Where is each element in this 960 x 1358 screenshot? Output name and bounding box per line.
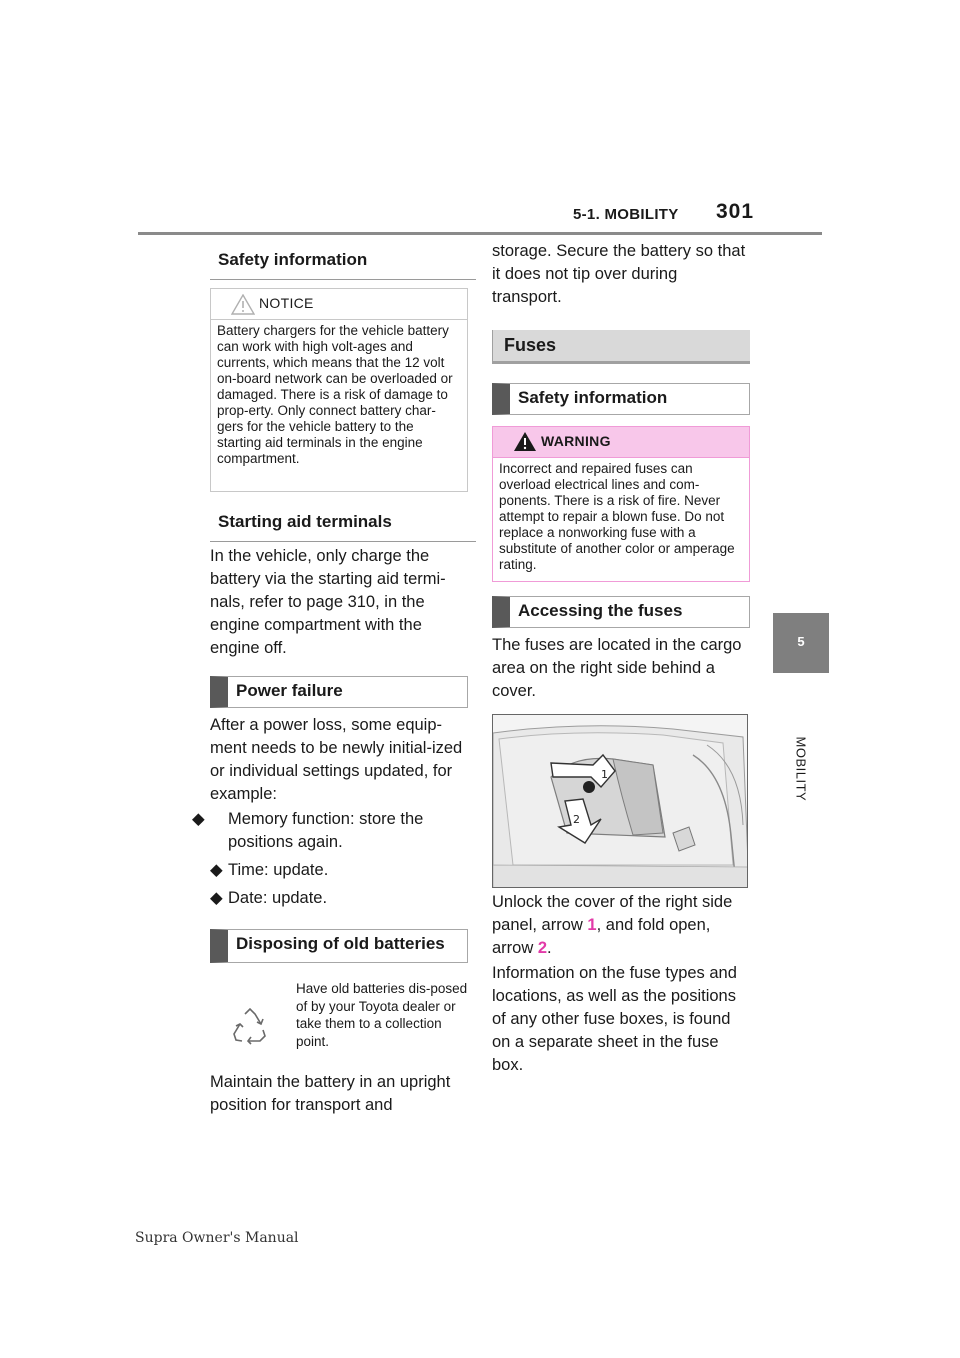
warning-header: [493, 427, 749, 458]
manual-name: Supra Owner's Manual: [135, 1230, 299, 1246]
bullet-date-text: Date: update.: [228, 889, 328, 907]
chapter-number: 5: [797, 634, 805, 649]
arrow-ref-2: 2: [537, 939, 548, 957]
continued-text: storage. Secure the battery so that it does not tip over during transport.: [492, 242, 746, 306]
notice-box: [210, 288, 468, 492]
unlock-text-mid: , and fold open, arrow: [492, 916, 711, 957]
caution-triangle-icon: [231, 294, 255, 315]
warning-title: WARNING: [541, 433, 611, 449]
accessing-text: The fuses are located in the cargo area on the right side behind a cover.: [492, 636, 742, 700]
bullet-date: [210, 887, 460, 910]
fuses-heading: Fuses: [492, 330, 750, 364]
notice-title: NOTICE: [259, 295, 314, 311]
warning-triangle-icon: [513, 431, 537, 452]
unlock-text-start: Unlock the cover of the right side panel, arrow: [492, 893, 733, 934]
fuses-safety-heading: Safety information: [492, 383, 750, 415]
cargo-area-drawing: [493, 715, 748, 888]
fuse-info-text: Information on the fuse types and locations, as well as the positions of any other fuse boxes, is found on a separate sheet in the fuse box.: [492, 964, 737, 1074]
bullet-time: [210, 859, 460, 882]
arrow-ref-1: 1: [587, 916, 597, 934]
section-title: 5-1. MOBILITY: [573, 206, 679, 223]
bullet-dot: ◆: [192, 810, 205, 828]
warning-box: [492, 426, 750, 582]
starting-aid-heading: Starting aid terminals: [210, 512, 476, 542]
unlock-paragraph: [492, 891, 750, 960]
maintain-text: Maintain the battery in an upright position for transport and: [210, 1073, 451, 1114]
bullet-dot: ◆: [210, 861, 223, 879]
power-failure-heading: Power failure: [210, 676, 468, 708]
disposing-heading: Disposing of old batteries: [210, 929, 468, 963]
recycle-icon: [230, 1006, 270, 1046]
starting-aid-text: In the vehicle, only charge the battery via the starting aid termi-nals, refer to page 310, in the engine compartment with the engine off.: [210, 547, 446, 657]
bullet-time-text: Time: update.: [228, 861, 329, 879]
bullet-memory: [192, 808, 478, 854]
chapter-label: MOBILITY: [793, 736, 809, 802]
unlock-text-end: .: [547, 939, 552, 957]
header-rule: [138, 232, 822, 235]
arrow-label-1: 1: [601, 768, 608, 781]
fuse-cover-illustration: [492, 714, 748, 888]
arrow-label-2: 2: [573, 813, 580, 826]
disposing-note: Have old batteries dis-posed of by your Toyota dealer or take them to a collection point.: [296, 981, 468, 1049]
bullet-dot: ◆: [210, 889, 223, 907]
page-number: 301: [716, 200, 755, 223]
safety-info-heading: Safety information: [210, 250, 476, 280]
bullet-memory-text: Memory function: store the positions again.: [228, 810, 424, 851]
notice-text: Battery chargers for the vehicle battery can work with high volt-ages and currents, which means that the 12 volt on-board network can be overloaded or damaged. There is a risk of damage to prop-erty. Only connect battery char-gers for the vehicle battery to the starting aid terminals in the engine compartment.: [217, 323, 453, 466]
power-failure-text: After a power loss, some equip-ment needs to be newly initial-ized or individual settings updated, for example:: [210, 716, 463, 803]
warning-text: Incorrect and repaired fuses can overload electrical lines and com-ponents. There is a risk of fire. Never attempt to repair a blown fuse. Do not replace a nonworking fuse with a substitute of another color or amperage rating.: [499, 461, 735, 572]
accessing-heading: Accessing the fuses: [492, 596, 750, 628]
notice-header: [211, 289, 467, 320]
